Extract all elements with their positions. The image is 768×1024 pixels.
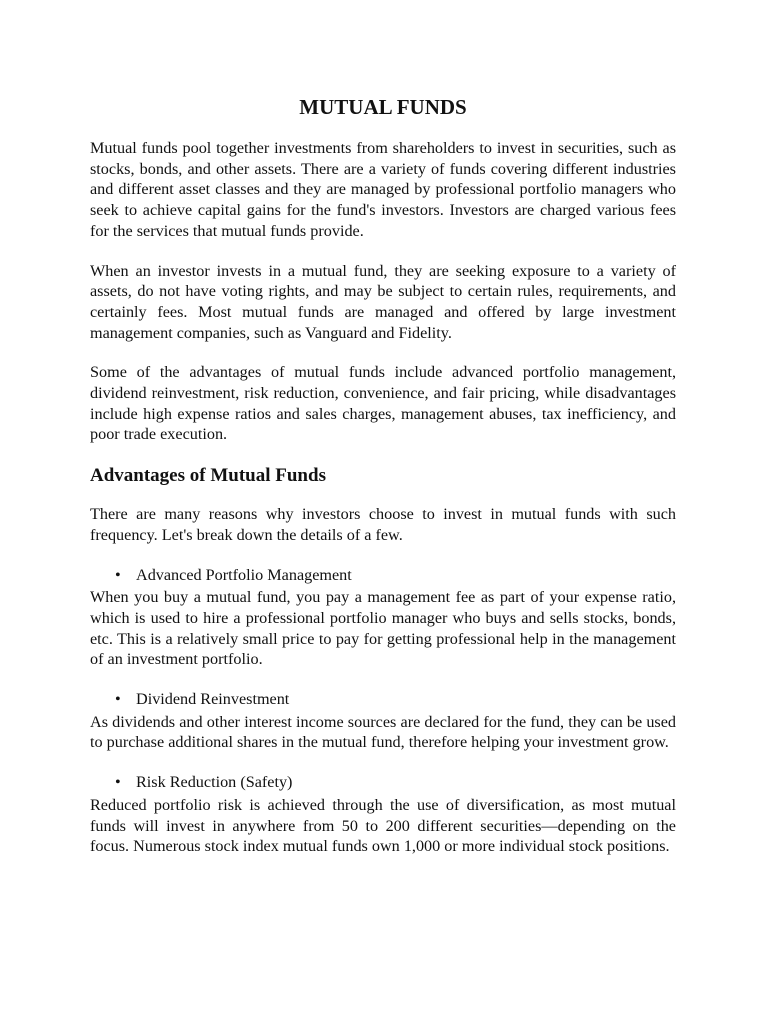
document-page <box>90 94 676 876</box>
list-item <box>90 772 676 793</box>
intro-paragraph-2: When an investor invests in a mutual fund, they are seeking exposure to a variety of assets, do not have voting rights, and may be subject to certain rules, requirements, and certainly fees. Most mutual funds are managed and offered by large investment management companies, such as Vanguard and Fidelity. <box>90 261 676 342</box>
section-heading: Advantages of Mutual Funds <box>90 465 326 487</box>
advantage-paragraph-3: Reduced portfolio risk is achieved through the use of diversification, as most mutual funds will invest in anywhere from 50 to 200 different securities—depending on the focus. Numerous stock index mutual funds own 1,000 or more individual stock positions. <box>90 795 676 856</box>
bullet-label: Advanced Portfolio Management <box>136 565 352 584</box>
bullet-icon: • <box>115 565 121 584</box>
advantage-paragraph-2: As dividends and other interest income sources are declared for the fund, they can be used to purchase additional shares in the mutual fund, therefore helping your investment grow. <box>90 712 676 752</box>
bullet-icon: • <box>115 773 121 792</box>
advantage-bullet-3 <box>90 772 676 793</box>
list-item <box>90 565 676 586</box>
advantage-bullet-1 <box>90 565 676 586</box>
bullet-label: Dividend Reinvestment <box>136 690 290 709</box>
document-title: MUTUAL FUNDS <box>299 95 467 119</box>
bullet-label: Risk Reduction (Safety) <box>136 773 293 792</box>
section-intro-paragraph: There are many reasons why investors choose to invest in mutual funds with such frequency. Let's break down the details of a few. <box>90 505 676 544</box>
intro-paragraph-1: Mutual funds pool together investments from shareholders to invest in securities, such as stocks, bonds, and other assets. There are a variety of funds covering different industries and different asset classes and they are managed by professional portfolio managers who seek to achieve capital gains for the fund's investors. Investors are charged various fees for the services that mutual funds provide. <box>90 139 676 240</box>
bullet-icon: • <box>115 690 121 709</box>
advantage-paragraph-1: When you buy a mutual fund, you pay a management fee as part of your expense ratio, which is used to hire a professional portfolio manager who buys and sells stocks, bonds, etc. This is a relatively small price to pay for getting professional help in the management of an investment portfolio. <box>90 588 676 669</box>
intro-paragraph-3: Some of the advantages of mutual funds include advanced portfolio management, dividend reinvestment, risk reduction, convenience, and fair pricing, while disadvantages include high expense ratios and sales charges, management abuses, tax inefficiency, and poor trade execution. <box>90 363 676 444</box>
advantage-bullet-2 <box>90 689 676 710</box>
list-item <box>90 689 676 710</box>
